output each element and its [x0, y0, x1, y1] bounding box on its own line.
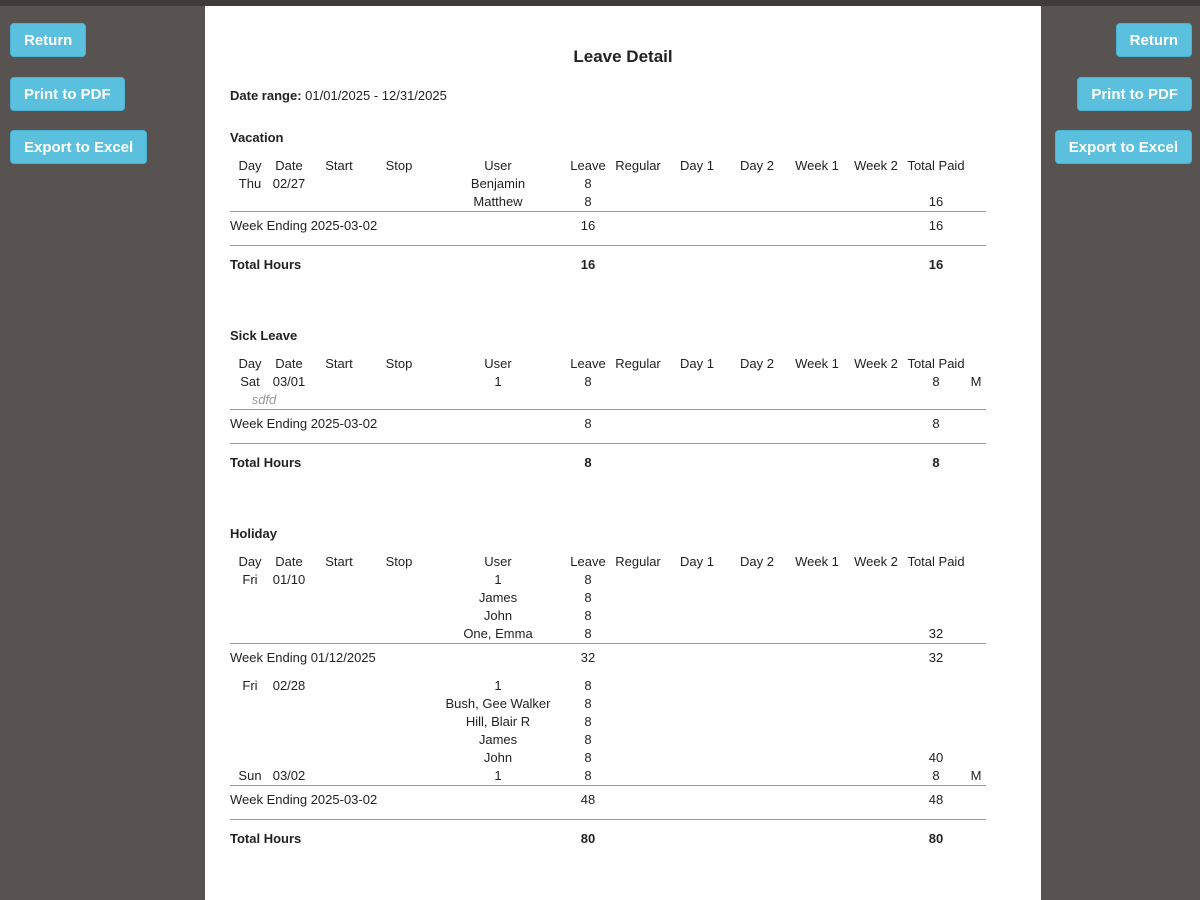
column-header-date: Date: [275, 356, 303, 371]
column-header-regular: Regular: [615, 554, 661, 569]
date-range: [230, 88, 447, 103]
week-ending-label: Week Ending 01/12/2025: [230, 650, 376, 665]
week-leave-total: 16: [580, 218, 596, 233]
total-paid-hours: 8: [932, 455, 940, 470]
column-header-user: User: [484, 356, 512, 371]
print-pdf-button-left[interactable]: Print to PDF: [10, 77, 125, 111]
row-cell-date: 02/28: [272, 678, 306, 693]
print-pdf-button-right[interactable]: Print to PDF: [1077, 77, 1192, 111]
column-header-day1: Day 1: [680, 158, 714, 173]
row-cell-day: Sat: [240, 374, 260, 389]
row-cell-total-paid: 32: [928, 626, 944, 641]
row-cell-user: James: [478, 732, 518, 747]
row-cell-leave: 8: [584, 732, 592, 747]
row-cell-leave: 8: [584, 194, 592, 209]
row-note: sdfd: [251, 392, 277, 407]
total-separator: [230, 443, 986, 444]
row-cell-total-paid: 8: [932, 768, 940, 783]
return-button-right[interactable]: Return: [1116, 23, 1192, 57]
row-cell-leave: 8: [584, 590, 592, 605]
row-cell-flag: M: [970, 374, 982, 389]
week-separator: [230, 643, 986, 644]
column-header-stop: Stop: [385, 554, 413, 569]
week-leave-total: 8: [584, 416, 592, 431]
row-cell-day: Fri: [242, 678, 258, 693]
total-hours-label: Total Hours: [230, 257, 302, 272]
row-cell-user: One, Emma: [463, 626, 533, 641]
total-paid-hours: 80: [928, 831, 944, 846]
row-cell-flag: M: [970, 768, 982, 783]
column-header-date: Date: [275, 158, 303, 173]
week-paid-total: 8: [932, 416, 940, 431]
column-header-leave: Leave: [570, 158, 606, 173]
row-cell-user: Benjamin: [470, 176, 526, 191]
section-title: Sick Leave: [230, 328, 298, 343]
row-cell-total-paid: 16: [928, 194, 944, 209]
column-header-user: User: [484, 554, 512, 569]
section-title: Holiday: [230, 526, 277, 541]
row-cell-user: James: [478, 590, 518, 605]
column-header-day1: Day 1: [680, 356, 714, 371]
section-title: Vacation: [230, 130, 284, 145]
row-cell-total-paid: 8: [932, 374, 940, 389]
row-cell-leave: 8: [584, 768, 592, 783]
column-header-day2: Day 2: [740, 554, 774, 569]
row-cell-date: 01/10: [272, 572, 306, 587]
row-cell-total-paid: 40: [928, 750, 944, 765]
row-cell-day: Sun: [238, 768, 262, 783]
row-cell-leave: 8: [584, 608, 592, 623]
total-leave-hours: 16: [580, 257, 596, 272]
column-header-day1: Day 1: [680, 554, 714, 569]
column-header-week2: Week 2: [854, 356, 898, 371]
total-paid-hours: 16: [928, 257, 944, 272]
column-header-week1: Week 1: [795, 554, 839, 569]
column-header-total-paid: Total Paid: [907, 356, 965, 371]
row-cell-user: 1: [494, 572, 502, 587]
column-header-day: Day: [238, 356, 262, 371]
row-cell-user: Hill, Blair R: [465, 714, 531, 729]
column-header-week1: Week 1: [795, 158, 839, 173]
row-cell-user: 1: [494, 678, 502, 693]
row-cell-date: 03/01: [272, 374, 306, 389]
total-hours-label: Total Hours: [230, 455, 302, 470]
row-cell-leave: 8: [584, 626, 592, 641]
row-cell-user: Bush, Gee Walker: [445, 696, 551, 711]
week-separator: [230, 409, 986, 410]
row-cell-user: Matthew: [473, 194, 523, 209]
column-header-leave: Leave: [570, 356, 606, 371]
column-header-total-paid: Total Paid: [907, 554, 965, 569]
row-cell-leave: 8: [584, 374, 592, 389]
row-cell-day: Fri: [242, 572, 258, 587]
row-cell-date: 03/02: [272, 768, 306, 783]
column-header-day2: Day 2: [740, 158, 774, 173]
total-leave-hours: 8: [584, 455, 592, 470]
row-cell-leave: 8: [584, 176, 592, 191]
week-leave-total: 48: [580, 792, 596, 807]
column-header-stop: Stop: [385, 356, 413, 371]
export-excel-button-right[interactable]: Export to Excel: [1055, 130, 1192, 164]
total-hours-label: Total Hours: [230, 831, 302, 846]
row-cell-date: 02/27: [272, 176, 306, 191]
column-header-leave: Leave: [570, 554, 606, 569]
week-paid-total: 16: [928, 218, 944, 233]
date-range-label: Date range:: [230, 88, 302, 103]
total-leave-hours: 80: [580, 831, 596, 846]
column-header-day: Day: [238, 554, 262, 569]
row-cell-leave: 8: [584, 572, 592, 587]
column-header-user: User: [484, 158, 512, 173]
column-header-week2: Week 2: [854, 554, 898, 569]
column-header-start: Start: [325, 554, 353, 569]
week-separator: [230, 785, 986, 786]
column-header-start: Start: [325, 356, 353, 371]
column-header-stop: Stop: [385, 158, 413, 173]
report-page: [205, 6, 1041, 900]
row-cell-user: John: [483, 608, 513, 623]
column-header-date: Date: [275, 554, 303, 569]
column-header-week2: Week 2: [854, 158, 898, 173]
total-separator: [230, 819, 986, 820]
row-cell-leave: 8: [584, 678, 592, 693]
column-header-day: Day: [238, 158, 262, 173]
report-title: Leave Detail: [573, 47, 673, 66]
row-cell-leave: 8: [584, 696, 592, 711]
week-ending-label: Week Ending 2025-03-02: [230, 416, 378, 431]
week-separator: [230, 211, 986, 212]
date-range-value: 01/01/2025 - 12/31/2025: [305, 88, 447, 103]
row-cell-user: 1: [494, 374, 502, 389]
column-header-regular: Regular: [615, 356, 661, 371]
row-cell-leave: 8: [584, 714, 592, 729]
column-header-total-paid: Total Paid: [907, 158, 965, 173]
export-excel-button-left[interactable]: Export to Excel: [10, 130, 147, 164]
row-cell-leave: 8: [584, 750, 592, 765]
column-header-day2: Day 2: [740, 356, 774, 371]
column-header-week1: Week 1: [795, 356, 839, 371]
row-cell-day: Thu: [238, 176, 262, 191]
row-cell-user: John: [483, 750, 513, 765]
column-header-regular: Regular: [615, 158, 661, 173]
column-header-start: Start: [325, 158, 353, 173]
return-button-left[interactable]: Return: [10, 23, 86, 57]
week-ending-label: Week Ending 2025-03-02: [230, 218, 378, 233]
total-separator: [230, 245, 986, 246]
week-ending-label: Week Ending 2025-03-02: [230, 792, 378, 807]
week-paid-total: 32: [928, 650, 944, 665]
week-paid-total: 48: [928, 792, 944, 807]
week-leave-total: 32: [580, 650, 596, 665]
row-cell-user: 1: [494, 768, 502, 783]
